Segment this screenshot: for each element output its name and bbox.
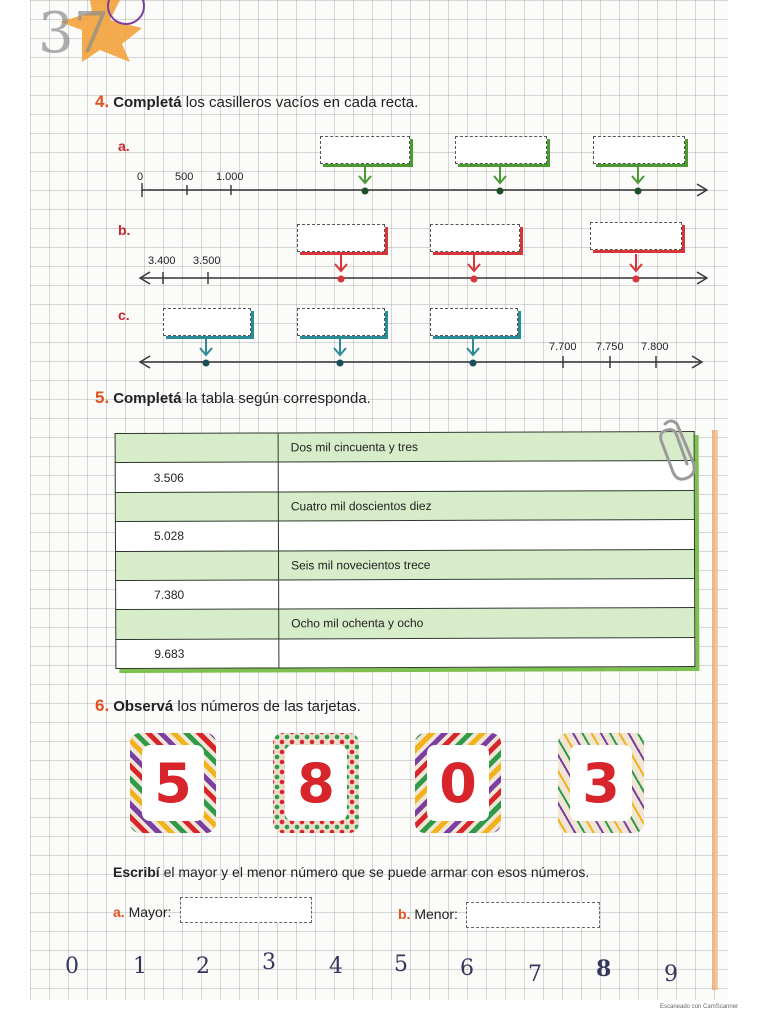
number-line-c-tick-label: 7.700	[549, 341, 577, 353]
part-b-label: b.	[118, 222, 131, 238]
mayor-text: Mayor:	[128, 904, 172, 920]
page-edge-strip	[712, 430, 718, 990]
exercise-number: 6.	[95, 696, 110, 715]
scanner-watermark: Escaneado con CamScanner	[660, 1004, 739, 1010]
menor-text: Menor:	[414, 906, 458, 922]
number-cell[interactable]: 5.028	[115, 521, 278, 551]
instruction-verb: Escribí	[113, 864, 160, 880]
table-row	[116, 578, 695, 609]
number-line-a-tick-label: 1.000	[216, 171, 244, 183]
words-cell[interactable]	[279, 637, 695, 668]
bottom-digit: 4	[329, 954, 343, 979]
exercise-verb: Completá	[113, 390, 182, 407]
exercise-6-instruction	[113, 864, 589, 880]
card-digit: 5	[154, 751, 192, 815]
mayor-answer-input[interactable]	[180, 897, 312, 923]
table-row	[115, 431, 694, 462]
card-digit: 3	[582, 751, 620, 815]
number-cell[interactable]	[116, 550, 279, 580]
words-cell[interactable]: Cuatro mil doscientos diez	[278, 490, 694, 521]
number-cell[interactable]	[116, 609, 279, 639]
bottom-digit: 0	[65, 954, 79, 979]
number-cell[interactable]: 7.380	[116, 580, 279, 610]
exercise-number: 4.	[95, 92, 110, 111]
part-a-label: a.	[118, 138, 130, 154]
exercise-5-title	[95, 388, 371, 408]
words-cell[interactable]: Dos mil cincuenta y tres	[278, 431, 694, 462]
number-line-c-tick-label: 7.750	[596, 341, 624, 353]
exercise-number: 5.	[95, 388, 110, 407]
paper-clip-icon	[655, 418, 699, 484]
number-line-b-tick-label: 3.500	[193, 255, 221, 267]
exercise-6-title	[95, 696, 361, 716]
number-lines-drawing	[0, 0, 768, 400]
number-line-a-tick-label: 0	[137, 171, 144, 183]
card-digit: 0	[439, 751, 477, 815]
exercise-text: la tabla según corresponda.	[181, 390, 371, 407]
number-line-a-tick-label: 500	[175, 171, 194, 183]
words-cell[interactable]: Ocho mil ochenta y ocho	[279, 608, 695, 639]
words-cell[interactable]	[279, 578, 695, 609]
mayor-letter: a.	[113, 904, 125, 920]
number-cell[interactable]: 9.683	[116, 639, 279, 669]
number-line-b-tick-label: 3.400	[148, 255, 176, 267]
bottom-digit: 2	[196, 954, 210, 979]
words-cell[interactable]: Seis mil novecientos trece	[279, 549, 695, 580]
number-card	[558, 733, 644, 833]
instruction-text: el mayor y el menor número que se puede armar con esos números.	[159, 864, 590, 880]
exercise-verb: Observá	[113, 698, 174, 715]
table-row	[115, 490, 694, 521]
menor-label	[398, 906, 458, 922]
number-table	[115, 431, 696, 669]
words-cell[interactable]	[278, 520, 694, 551]
table-row	[116, 608, 695, 639]
bottom-digit: 7	[528, 962, 542, 987]
menor-answer-input[interactable]	[466, 902, 600, 928]
card-digit: 8	[297, 751, 335, 815]
bottom-digit: 1	[133, 954, 147, 979]
bottom-digit: 9	[664, 962, 678, 987]
bottom-digit: 3	[262, 950, 276, 975]
number-cell[interactable]: 3.506	[115, 462, 278, 492]
number-cell[interactable]	[115, 433, 278, 463]
number-card	[415, 733, 501, 833]
menor-letter: b.	[398, 906, 411, 922]
exercise-text: los números de las tarjetas.	[173, 698, 361, 715]
table-row	[115, 520, 694, 551]
table-row	[115, 461, 694, 492]
mayor-label	[113, 904, 171, 920]
number-card	[273, 733, 359, 833]
part-c-label: c.	[118, 307, 130, 323]
bottom-digit: 6	[460, 956, 474, 981]
number-line-b	[140, 272, 707, 284]
table-row	[116, 637, 695, 668]
number-cell[interactable]	[115, 492, 278, 522]
words-cell[interactable]	[278, 461, 694, 492]
table-row	[116, 549, 695, 580]
exercise-verb: Completá	[113, 94, 182, 111]
number-card	[130, 733, 216, 833]
exercise-text: los casilleros vacíos en cada recta.	[181, 94, 419, 111]
bottom-digit: 5	[394, 952, 408, 977]
number-line-c	[140, 356, 702, 368]
number-line-c-tick-label: 7.800	[641, 341, 669, 353]
number-line-a	[142, 183, 707, 197]
bottom-digit: 8	[596, 956, 612, 982]
svg-text:37: 37	[38, 1, 110, 62]
